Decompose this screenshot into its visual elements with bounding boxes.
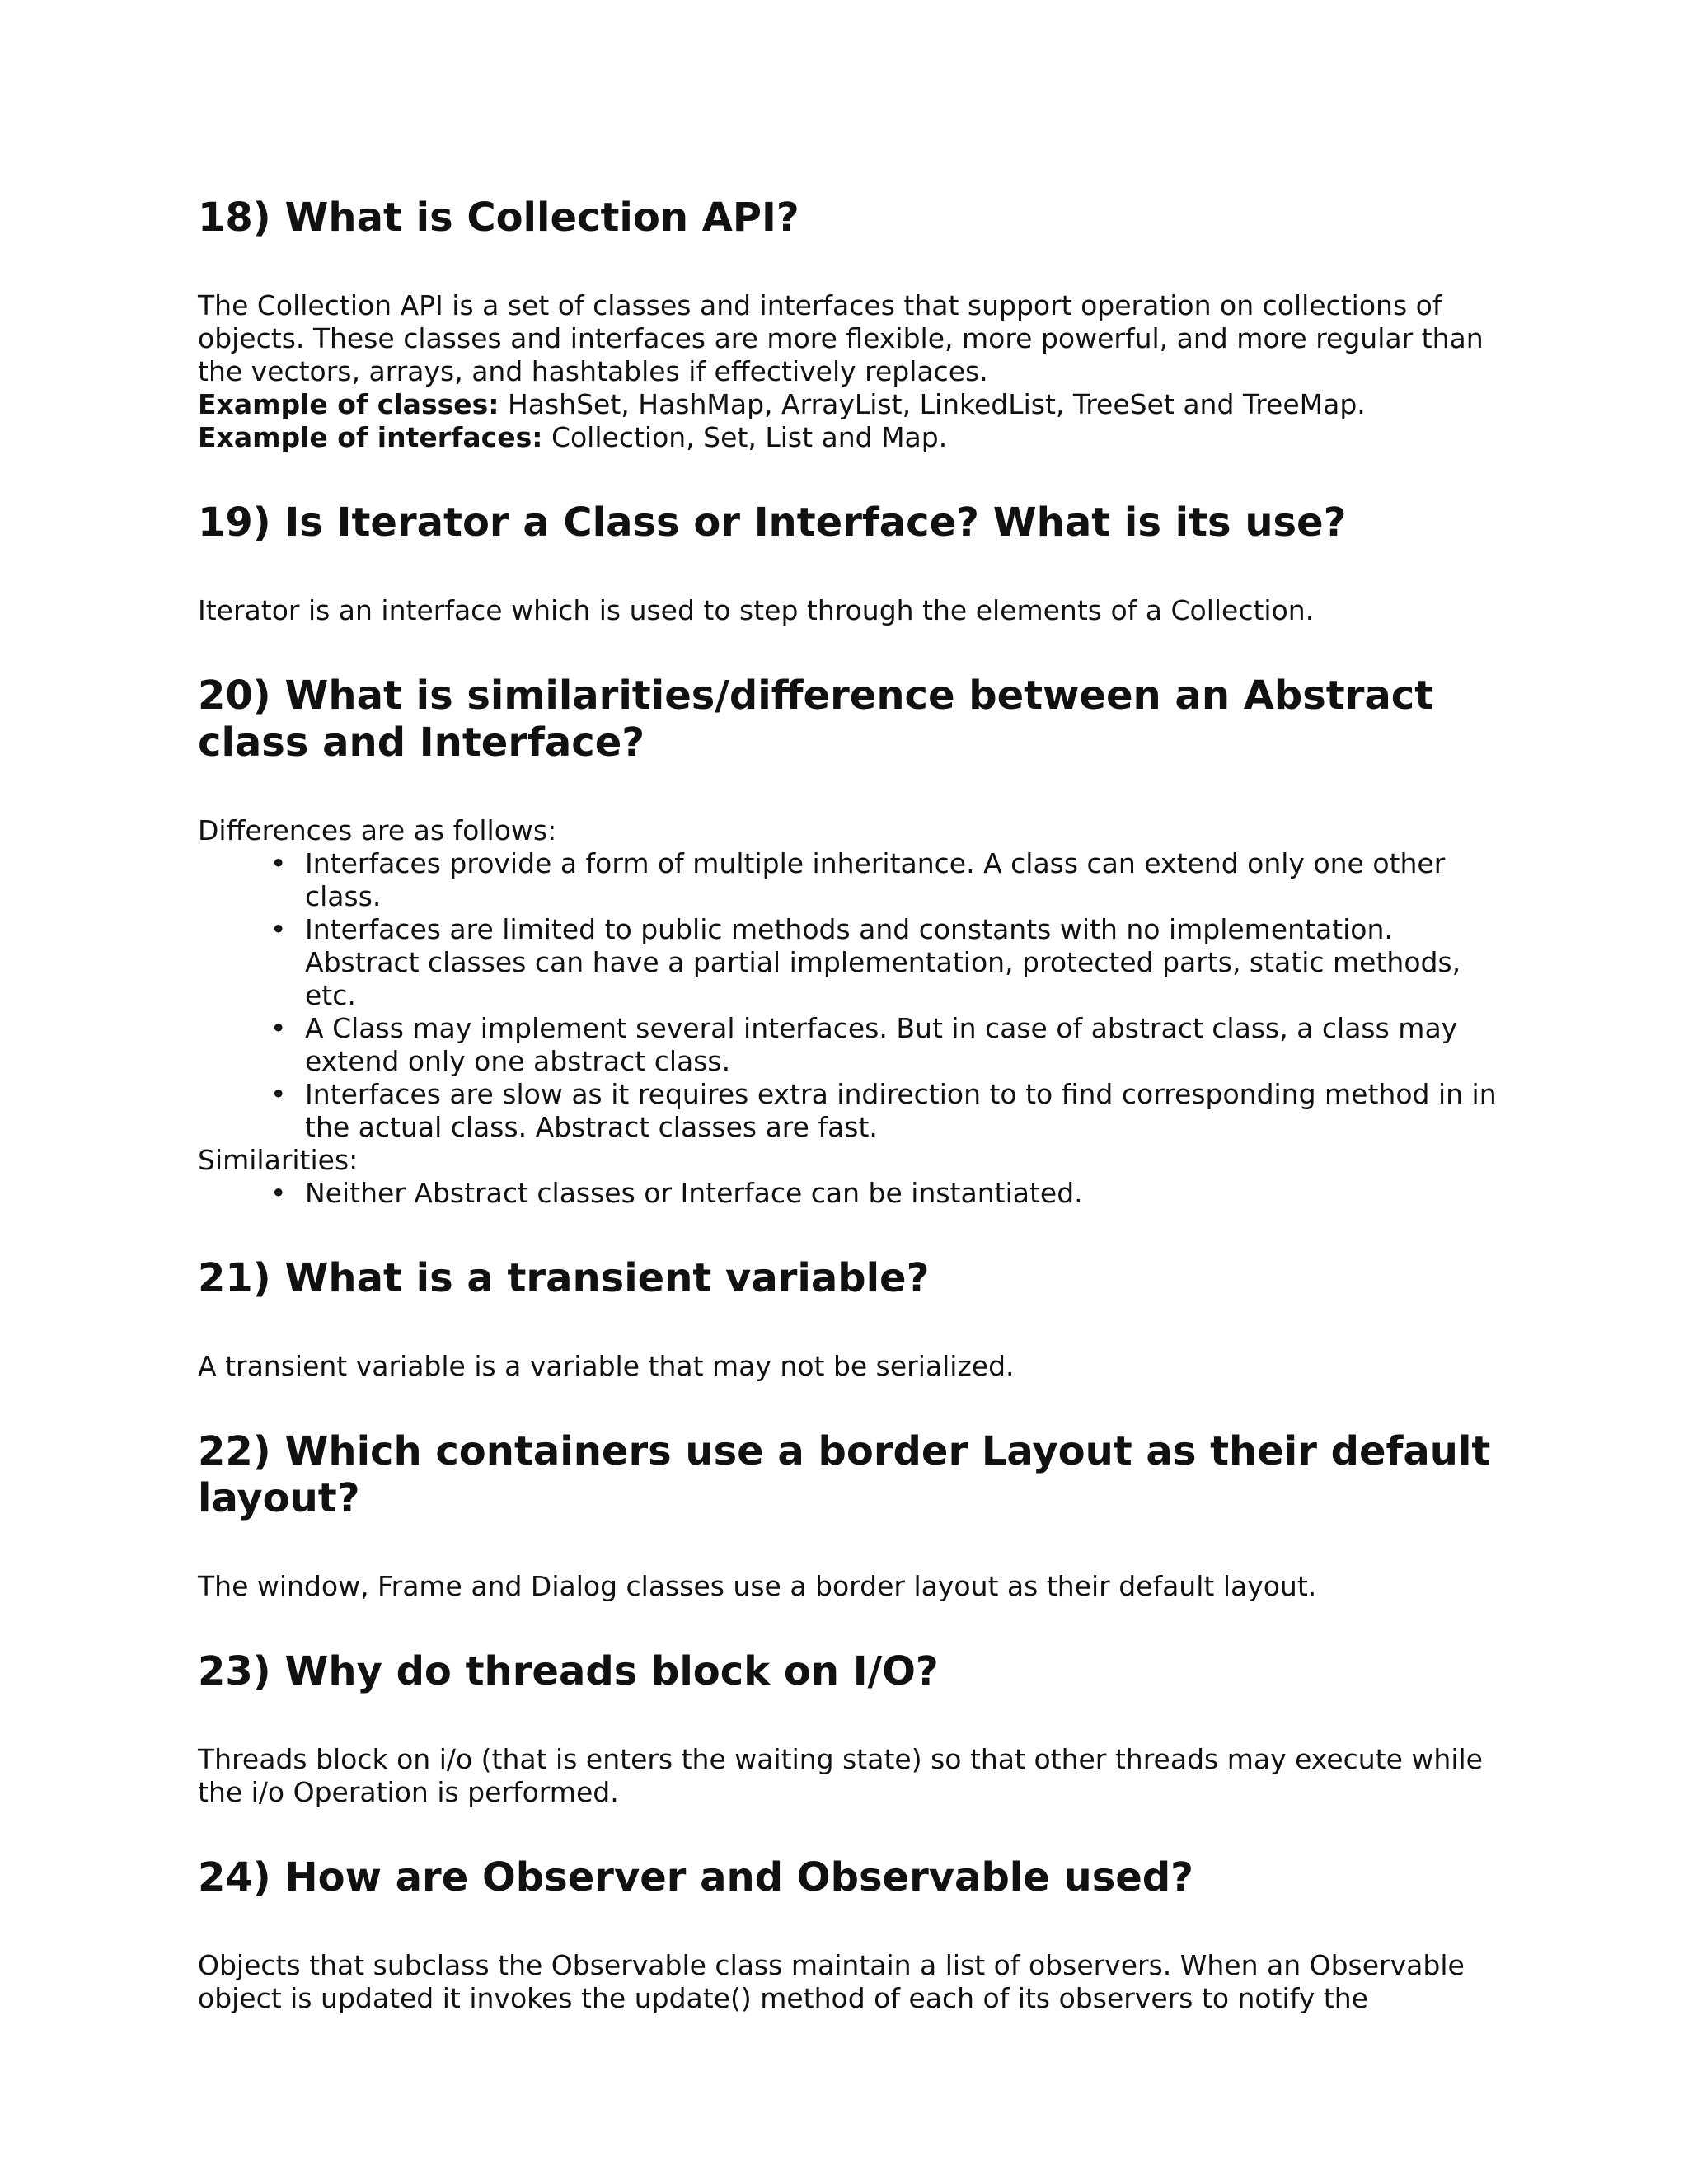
classes-example-label: Example of classes: bbox=[198, 388, 499, 420]
differences-list bbox=[198, 847, 1500, 1144]
list-item bbox=[198, 1177, 1500, 1210]
answer-paragraph: Objects that subclass the Observable class maintain a list of observers. When an Observable object is updated it invokes the update() method of each of its observers to notify the bbox=[198, 1949, 1465, 2014]
question-19-heading: 19) Is Iterator a Class or Interface? What is its use? bbox=[198, 499, 1347, 546]
interfaces-example-text: Collection, Set, List and Map. bbox=[542, 421, 948, 453]
interfaces-example-line bbox=[198, 421, 1500, 454]
question-21-heading: 21) What is a transient variable? bbox=[198, 1255, 930, 1301]
question-22-answer bbox=[198, 1570, 1500, 1603]
list-item bbox=[198, 1078, 1500, 1144]
list-item bbox=[198, 913, 1500, 1012]
question-19-answer bbox=[198, 594, 1500, 627]
question-20-heading: 20) What is similarities/difference between an Abstract class and Interface? bbox=[198, 673, 1434, 766]
list-item-text: Neither Abstract classes or Interface can be instantiated. bbox=[305, 1177, 1083, 1209]
question-23-heading: 23) Why do threads block on I/O? bbox=[198, 1648, 939, 1694]
list-item bbox=[198, 847, 1500, 913]
differences-intro: Differences are as follows: bbox=[198, 814, 557, 846]
question-18-answer bbox=[198, 289, 1500, 454]
question-24-answer bbox=[198, 1949, 1500, 2015]
classes-example-line bbox=[198, 388, 1500, 421]
bullet-icon: • bbox=[270, 1012, 287, 1044]
question-20-answer bbox=[198, 814, 1500, 1210]
list-item-text: Interfaces provide a form of multiple inheritance. A class can extend only one other class. bbox=[305, 847, 1446, 912]
answer-paragraph: The Collection API is a set of classes and interfaces that support operation on collections of objects. These classes and interfaces are more flexible, more powerful, and more regular than the vectors, arrays, and hashtables if effectively replaces. bbox=[198, 289, 1484, 387]
answer-paragraph: Iterator is an interface which is used to step through the elements of a Collection. bbox=[198, 594, 1315, 626]
question-22-heading: 22) Which containers use a border Layout as their default layout? bbox=[198, 1428, 1491, 1521]
list-item-text: Interfaces are slow as it requires extra indirection to to find corresponding method in in the actual class. Abstract classes are fast. bbox=[305, 1078, 1497, 1143]
answer-paragraph: A transient variable is a variable that may not be serialized. bbox=[198, 1350, 1015, 1382]
bullet-icon: • bbox=[270, 1078, 287, 1110]
bullet-icon: • bbox=[270, 913, 287, 945]
similarities-list bbox=[198, 1177, 1500, 1210]
bullet-icon: • bbox=[270, 847, 287, 879]
answer-paragraph: Threads block on i/o (that is enters the waiting state) so that other threads may execute while the i/o Operation is performed. bbox=[198, 1743, 1483, 1808]
document-page bbox=[198, 194, 1500, 2015]
classes-example-text: HashSet, HashMap, ArrayList, LinkedList, TreeSet and TreeMap. bbox=[499, 388, 1366, 420]
bullet-icon: • bbox=[270, 1177, 287, 1209]
list-item bbox=[198, 1012, 1500, 1078]
interfaces-example-label: Example of interfaces: bbox=[198, 421, 543, 453]
question-21-answer bbox=[198, 1350, 1500, 1383]
list-item-text: Interfaces are limited to public methods and constants with no implementation. Abstract classes can have a partial implementation, protected parts, static methods, etc. bbox=[305, 913, 1461, 1011]
list-item-text: A Class may implement several interfaces. But in case of abstract class, a class may extend only one abstract class. bbox=[305, 1012, 1458, 1077]
question-18-heading: 18) What is Collection API? bbox=[198, 194, 799, 241]
question-24-heading: 24) How are Observer and Observable used? bbox=[198, 1854, 1194, 1900]
question-23-answer bbox=[198, 1743, 1500, 1809]
similarities-intro: Similarities: bbox=[198, 1144, 359, 1176]
answer-paragraph: The window, Frame and Dialog classes use a border layout as their default layout. bbox=[198, 1570, 1317, 1602]
